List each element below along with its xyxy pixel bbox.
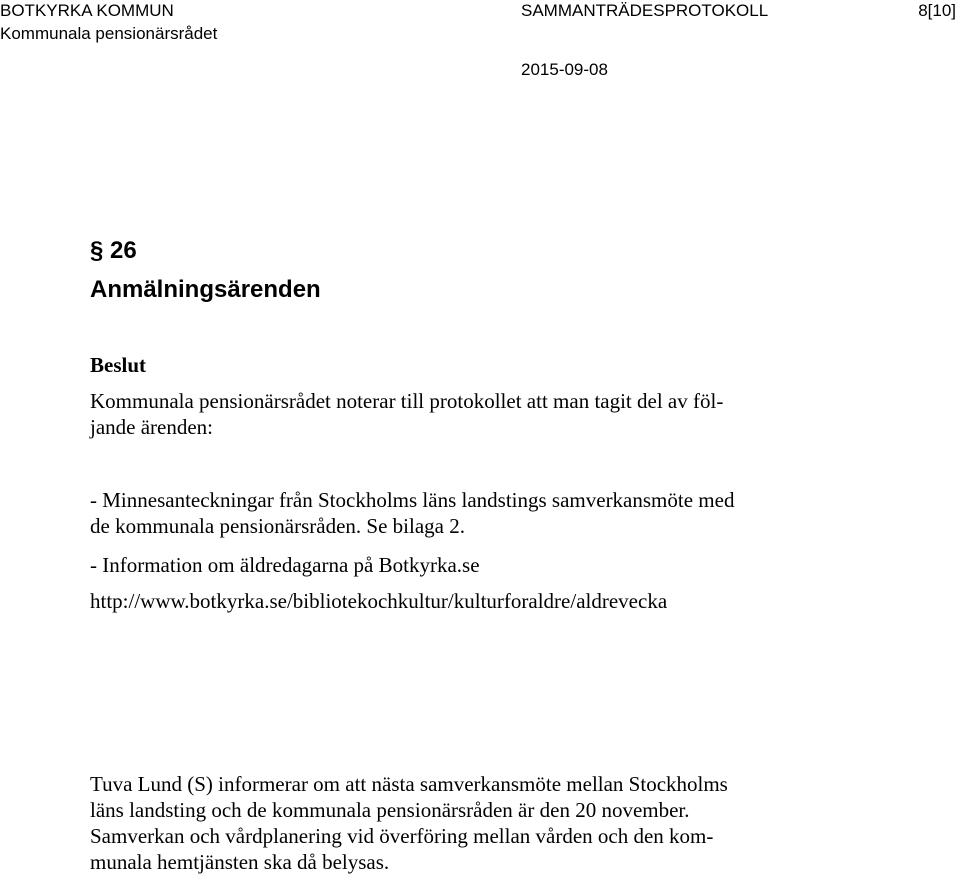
text-line: munala hemtjänsten ska då belysas. (90, 850, 390, 874)
reference-link[interactable]: http://www.botkyrka.se/bibliotekochkultur/kulturforaldre/aldrevecka (90, 589, 668, 613)
committee-name: Kommunala pensionärsrådet (0, 24, 218, 43)
text-line: Samverkan och vårdplanering vid överföring mellan vården och den kom- (90, 824, 714, 848)
page-number: 8[10] (918, 1, 956, 20)
decision-intro (90, 388, 723, 440)
list-item-information: - Information om äldredagarna på Botkyrka.se (90, 553, 480, 577)
text-line: Tuva Lund (S) informerar om att nästa samverkansmöte mellan Stockholms (90, 772, 728, 796)
text-line: de kommunala pensionärsråden. Se bilaga 2. (90, 514, 465, 538)
organization-name: BOTKYRKA KOMMUN (0, 1, 174, 20)
meeting-date: 2015-09-08 (521, 60, 608, 79)
text-line: Kommunala pensionärsrådet noterar till protokollet att man tagit del av föl- (90, 389, 724, 413)
document-type: SAMMANTRÄDESPROTOKOLL (521, 1, 769, 20)
section-title: Anmälningsärenden (90, 276, 321, 303)
text-line: jande ärenden: (90, 415, 214, 439)
information-note (90, 771, 728, 875)
text-line: läns landsting och de kommunala pensionärsråden är den 20 november. (90, 798, 690, 822)
paragraph-number: § 26 (90, 237, 137, 264)
text-line: - Minnesanteckningar från Stockholms läns landstings samverkansmöte med (90, 488, 735, 512)
list-item-minutes (90, 487, 734, 539)
decision-label: Beslut (90, 353, 147, 377)
